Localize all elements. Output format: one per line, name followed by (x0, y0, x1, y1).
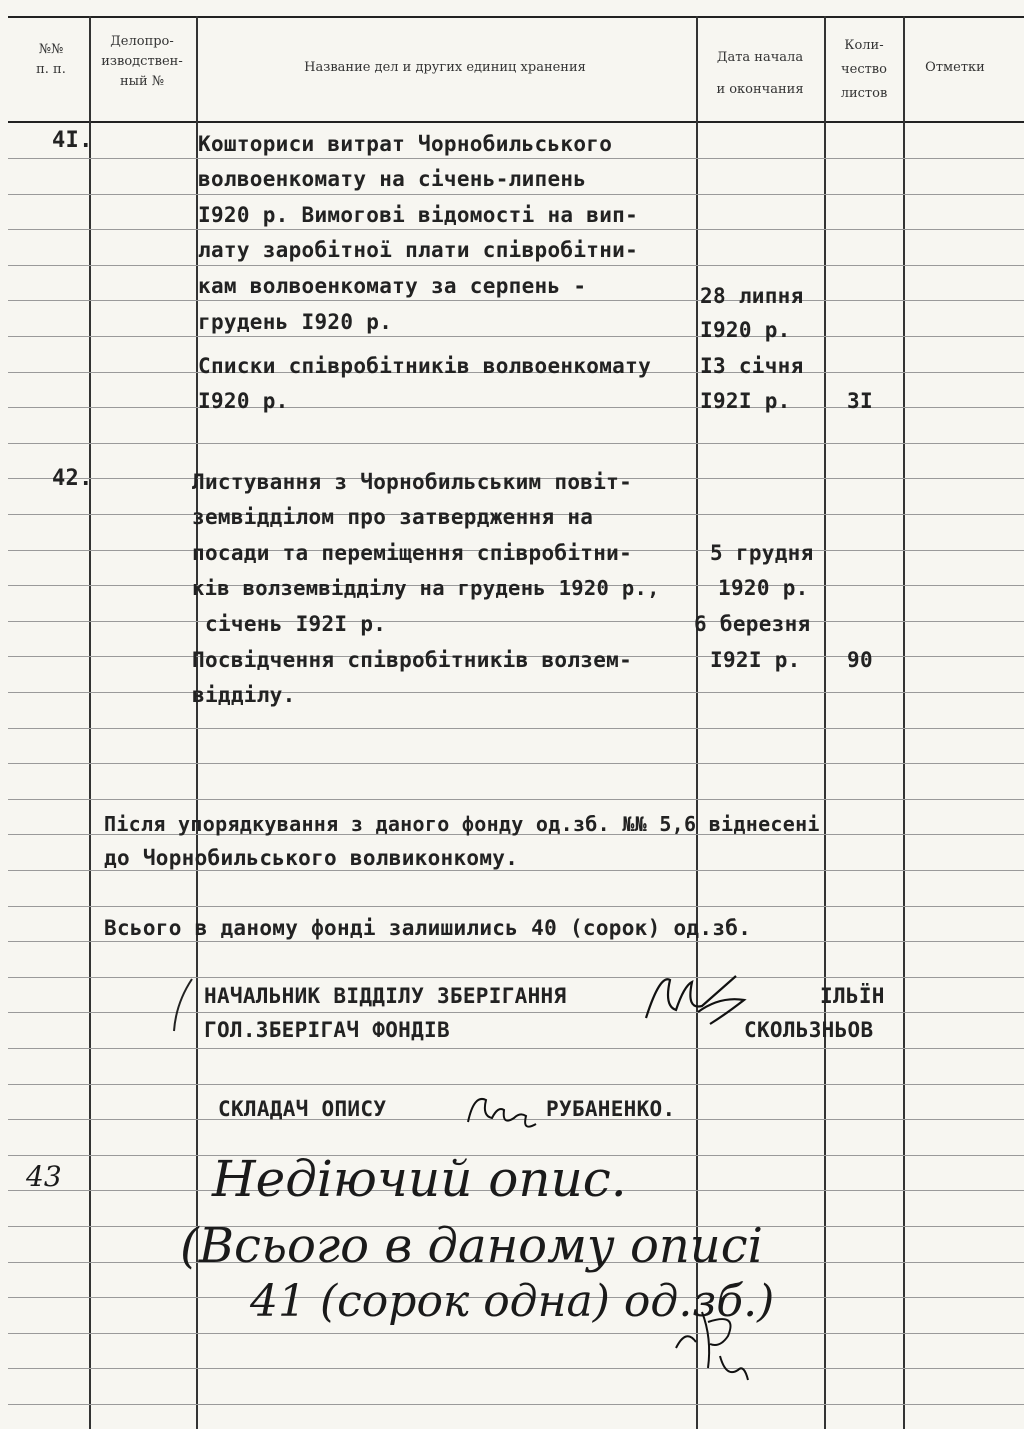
item-title-line: відділу. (192, 683, 296, 707)
handwritten-total-line: 41 (сорок одна) од.зб.) (250, 1276, 775, 1327)
compiler-title: СКЛАДАЧ ОПИСУ (218, 1097, 387, 1121)
ruled-line (8, 1333, 1024, 1334)
item-title-line: Списки співробітників волвоенкомату (198, 354, 652, 378)
handwritten-initials (668, 1308, 758, 1388)
signature-ilyin (640, 966, 750, 1030)
column-divider (89, 16, 91, 1429)
head-of-storage-name: ІЛЬЇН (820, 984, 885, 1008)
ruled-line (8, 1368, 1024, 1369)
item-sheet-count: 3I (847, 389, 873, 413)
table-header-border (8, 121, 1024, 123)
item-date-start: I920 р. (700, 318, 791, 342)
transfer-note-line: Після упорядкування з даного фонду од.зб. №№ 5,6 віднесені (104, 812, 820, 836)
item-date-end: I92I р. (700, 389, 791, 413)
item-number: 4I. (52, 128, 93, 153)
header-col-dates: Дата начала и окончания (716, 50, 804, 97)
header-col-notes: Отметки (925, 60, 985, 75)
column-divider (824, 16, 826, 1429)
item-title-line: січень I92I р. (205, 612, 387, 636)
ruled-line (8, 194, 1024, 195)
item-date-end: 6 березня (694, 612, 811, 636)
ruled-line (8, 336, 1024, 337)
chief-keeper-name: СКОЛЬЗНЬОВ (744, 1018, 874, 1042)
ruled-line (8, 265, 1024, 266)
item-title-line: Листування з Чорнобильським повіт- (192, 470, 633, 494)
chief-keeper-title: ГОЛ.ЗБЕРІГАЧ ФОНДІВ (204, 1018, 450, 1042)
ruled-line (8, 692, 1024, 693)
item-title-line: I920 р. (198, 389, 289, 413)
item-sheet-count: 90 (847, 648, 873, 672)
ruled-line (8, 977, 1024, 978)
item-title-line: кам волвоенкомату за серпень - (198, 274, 587, 298)
item-date-start: 28 липня (700, 284, 804, 308)
ruled-line (8, 229, 1024, 230)
item-date-end: I3 січня (700, 354, 804, 378)
header-col-count: Коли- чество листов (840, 38, 888, 101)
header-col-number: №№ п. п. (36, 42, 66, 77)
head-of-storage-title: НАЧАЛЬНИК ВІДДІЛУ ЗБЕРІГАННЯ (204, 984, 567, 1008)
item-title-line: посади та переміщення співробітни- (192, 541, 633, 565)
ruled-line (8, 1404, 1024, 1405)
handwritten-inactive-note: Недіючий опис. (212, 1150, 627, 1208)
ruled-line (8, 443, 1024, 444)
ruled-line (8, 728, 1024, 729)
item-title-line: волвоенкомату на січень-липень (198, 167, 587, 191)
ruled-line (8, 1084, 1024, 1085)
ruled-line (8, 300, 1024, 301)
table-top-border (8, 16, 1024, 18)
ruled-line (8, 799, 1024, 800)
ruled-line (8, 621, 1024, 622)
item-title-line: I920 р. Вимогові відомості на вип- (198, 203, 639, 227)
item-title-line: лату заробітної плати співробітни- (198, 238, 639, 262)
item-title-line: ків волземвідділу на грудень 1920 р., (192, 576, 660, 600)
ruled-line (8, 763, 1024, 764)
ruled-line (8, 158, 1024, 159)
item-title-line: Кошториси витрат Чорнобильського (198, 132, 613, 156)
item-title-line: грудень I920 р. (198, 310, 393, 334)
header-col-title: Название дел и других единиц хранения (304, 60, 586, 75)
item-date-start: 1920 р. (718, 576, 809, 600)
compiler-name: РУБАНЕНКО. (546, 1097, 676, 1121)
ruled-line (8, 906, 1024, 907)
ruled-line (8, 1012, 1024, 1013)
handwritten-total-line: (Всього в даному описі (180, 1218, 763, 1274)
item-title-line: Посвідчення співробітників волзем- (192, 648, 633, 672)
ruled-line (8, 1048, 1024, 1049)
header-col-office-number: Делопро- изводствен- ный № (101, 34, 183, 89)
handwritten-item-number: 43 (26, 1160, 62, 1193)
total-remaining: Всього в даному фонді залишились 40 (сорок) од.зб. (104, 916, 752, 940)
bracket-mark (170, 975, 200, 1035)
column-divider (903, 16, 905, 1429)
item-date-start: 5 грудня (710, 541, 814, 565)
ruled-line (8, 870, 1024, 871)
signature-rubanenko (462, 1088, 542, 1136)
item-date-end: I92I р. (710, 648, 801, 672)
item-number: 42. (52, 466, 93, 491)
transfer-note-line: до Чорнобильського волвиконкому. (104, 846, 519, 870)
item-title-line: земвідділом про затвердження на (192, 505, 594, 529)
ruled-line (8, 941, 1024, 942)
